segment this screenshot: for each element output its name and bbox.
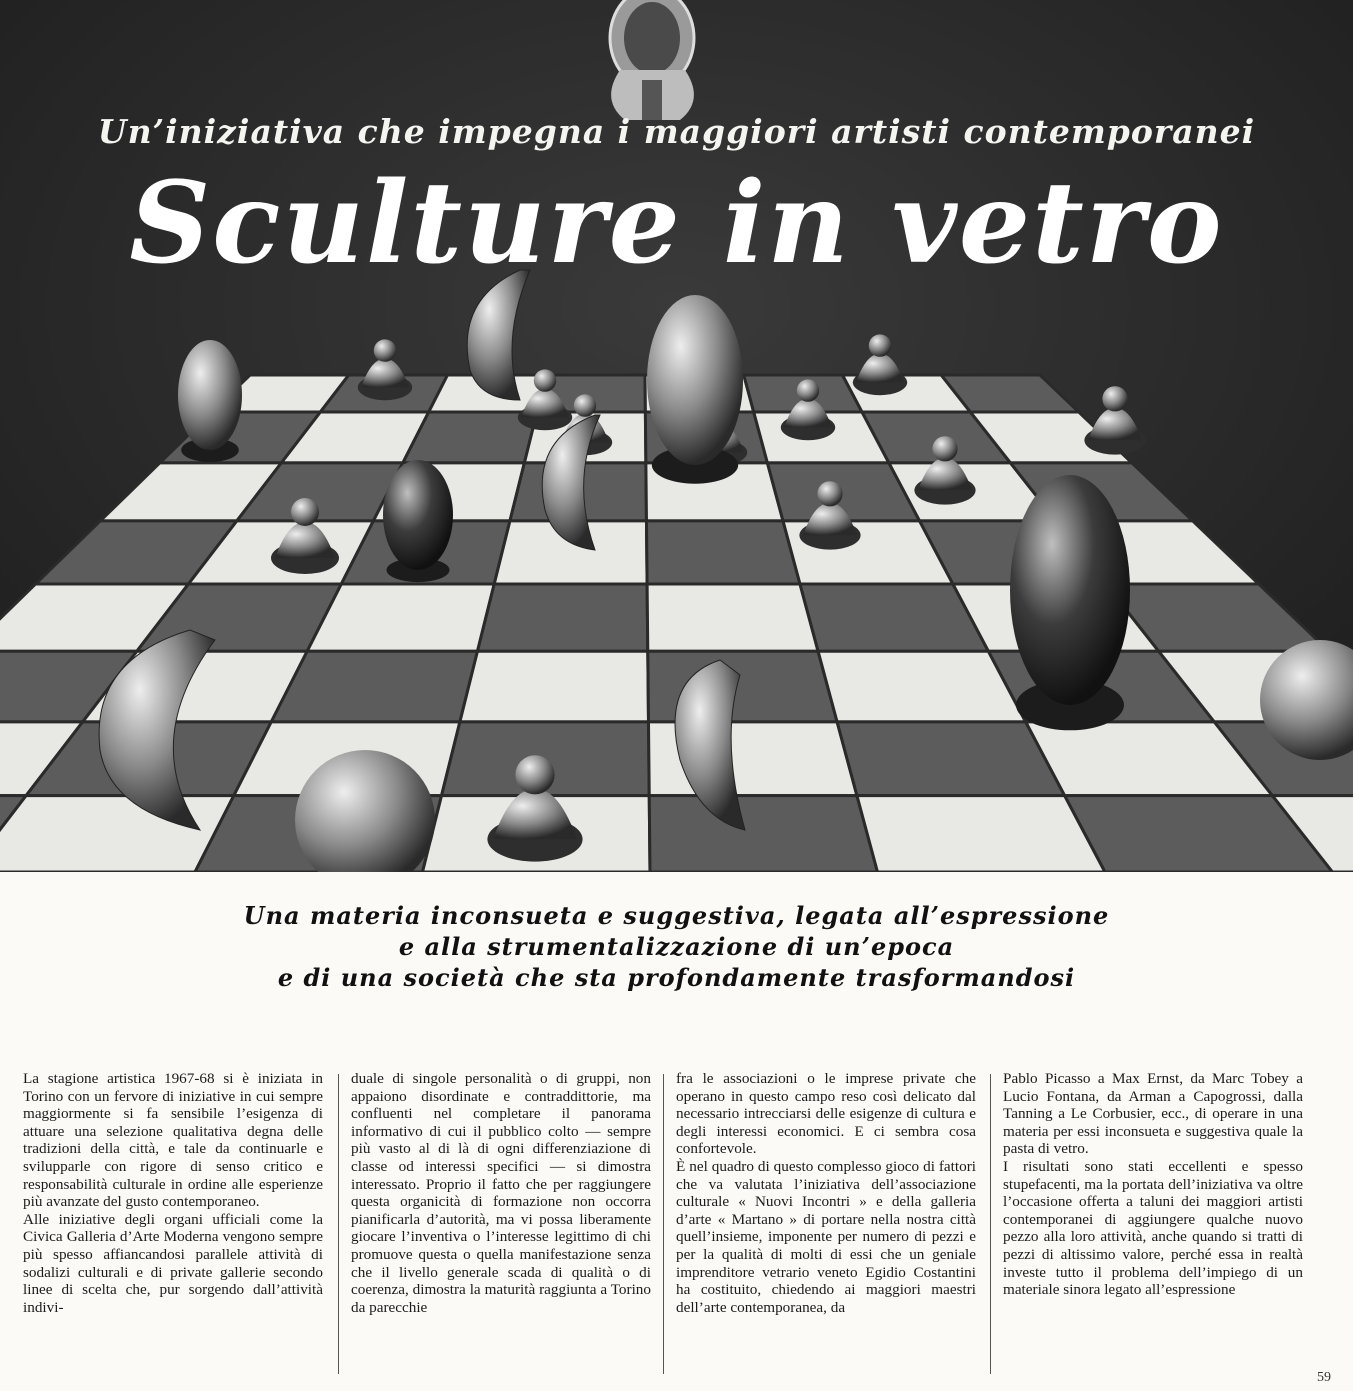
board-square <box>646 521 800 584</box>
subheading-line: Una materia inconsueta e suggestiva, legata all’espressione <box>243 901 1110 930</box>
glass-egg-piece <box>1010 475 1130 730</box>
article-subheading <box>0 900 1353 993</box>
paragraph: duale di singole personalità o di gruppi, non appaiono disordinate e contraddittorie, ma confluenti nel completare il panorama informativo di cui il pubblico colto — sempre più vasto al di là di ogni differenziazione di classe od interessi specifici — si dimostra interessato. Proprio il fatto che per raggiungere questa organicità di formazione non occorra pianificarla d’autorità, ma vi possa liberamente giocare l’inventiva o l’interesse legittimo di chi promuove questa o quella manifestazione senza che il livello generale scada di qualità o di coerenza, dimostra la maturità raggiunta a Torino da parecchie <box>351 1070 651 1316</box>
glass-egg-piece <box>383 460 453 582</box>
glass-mask-ornament <box>610 0 694 120</box>
paragraph: Alle iniziative degli organi ufficiali come la Civica Galleria d’Arte Moderna vengono sempre più spesso affiancandosi parallele attività di sodalizi culturali e di private gallerie secondo linee di scelta che, pur sorgendo dall’attività indivi- <box>23 1210 323 1316</box>
board-square <box>271 651 477 722</box>
article-body <box>20 1070 1320 1375</box>
glass-egg-piece <box>178 340 242 462</box>
board-square <box>460 651 649 722</box>
article-title: Sculture in vetro <box>129 158 1224 289</box>
subheading-line: e di una società che sta profondamente trasformandosi <box>277 963 1076 992</box>
paragraph: È nel quadro di questo complesso gioco di fattori che va valutata l’iniziativa dell’associazione culturale « Nuovi Incontri » e della galleria d’arte « Martano » di portare nella nostra città quell’insieme, imponente per numero di pezzi e per la qualità di molti di essi che un geniale imprenditore vetrario veneto Egidio Costantini ha costituito, chiedendo ai maggiori maestri dell’arte contemporanea, da <box>676 1157 976 1316</box>
board-square <box>307 584 494 651</box>
article-column-3 <box>676 1070 976 1316</box>
paragraph: fra le associazioni o le imprese private che operano in questo campo reso così delicato dal necessario intrecciarsi delle esigenze di cultura e degli interessi economici. E ci sembra cosa confortevole. <box>676 1070 976 1158</box>
article-column-2 <box>351 1070 651 1316</box>
article-kicker: Un’iniziativa che impegna i maggiori artisti contemporanei <box>97 112 1256 151</box>
subheading-line: e alla strumentalizzazione di un’epoca <box>398 932 955 961</box>
paragraph: I risultati sono stati eccellenti e spesso stupefacenti, ma la portata dell’iniziativa va oltre l’occasione offerta a taluni dei maggiori artisti contemporanei di aggiungere qualche nuovo pezzo alla loro attività, anche quando si tratti di pezzi di altissimo valore, perché essa in realtà investe tutto il problema dell’impiego di un materiale sinora legato all’espressione <box>1003 1157 1303 1299</box>
page-number: 59 <box>1317 1370 1331 1385</box>
paragraph: La stagione artistica 1967-68 si è iniziata in Torino con un fervore di iniziative in cui sempre maggiormente si fa sensibile l’esigenza di attuare una selezione qualitativa degna delle tradizioni della città, e tale da continuarle e svilupparle con rigore di senso critico e responsabilità culturale in ordine alle esperienze più avanzate del gusto contemporaneo. <box>23 1070 323 1211</box>
article-column-4 <box>1003 1070 1303 1299</box>
board-square <box>857 796 1105 872</box>
board-square <box>649 796 877 872</box>
article-column-1 <box>23 1070 323 1316</box>
board-square <box>0 796 234 872</box>
board-square <box>647 584 818 651</box>
glass-egg-piece <box>647 295 743 484</box>
board-square <box>477 584 647 651</box>
paragraph: Pablo Picasso a Max Ernst, da Marc Tobey a Lucio Fontana, da Arman a Capogrossi, dalla Tanning a Le Corbusier, ecc., di operare in una materia per essi inconsueta e suggestiva quale la pasta di vetro. <box>1003 1070 1303 1158</box>
